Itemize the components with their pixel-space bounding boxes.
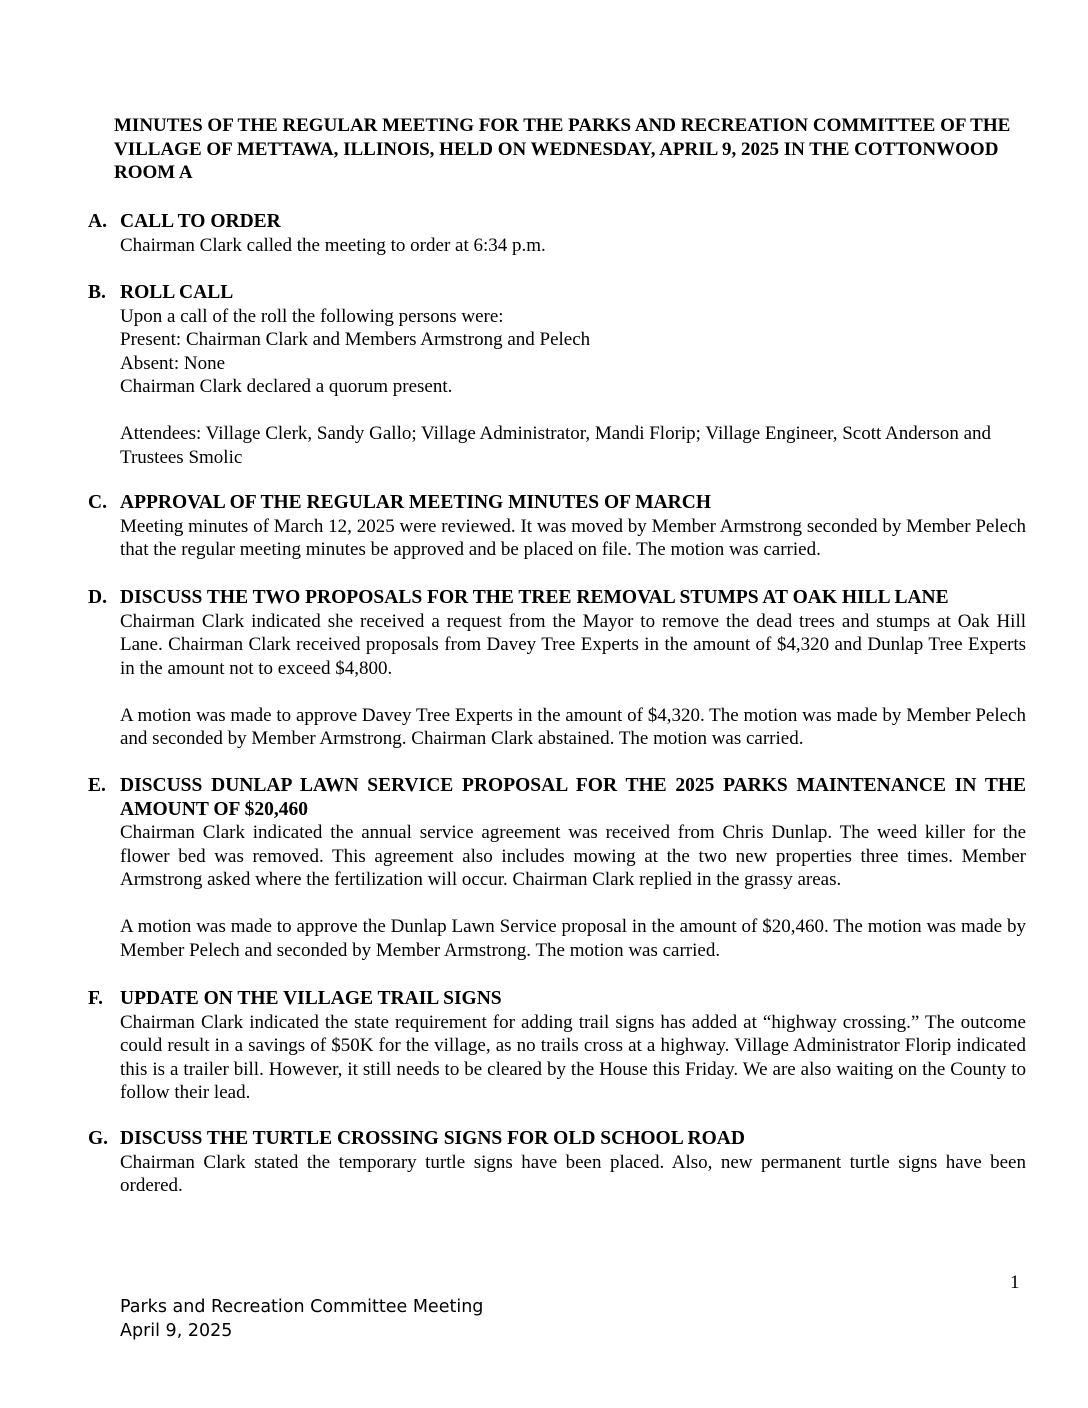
section-body <box>120 515 1026 562</box>
section-body <box>120 305 1026 470</box>
section-body <box>120 610 1026 751</box>
footer-date: April 9, 2025 <box>120 1321 233 1341</box>
paragraph: Chairman Clark indicated the annual service agreement was received from Chris Dunlap. The weed killer for the flower bed was removed. This agreement also includes mowing at the two new properties three times. Member Armstrong asked where the fertilization will occur. Chairman Clark replied in the grassy areas. <box>120 822 1026 890</box>
section-heading <box>88 491 1026 515</box>
section-title: UPDATE ON THE VILLAGE TRAIL SIGNS <box>120 988 502 1009</box>
paragraph: A motion was made to approve Davey Tree Experts in the amount of $4,320. The motion was made by Member Pelech and seconded by Member Armstrong. Chairman Clark abstained. The motion was carried. <box>120 704 1026 749</box>
text-line: Present: Chairman Clark and Members Armstrong and Pelech <box>120 329 591 350</box>
section-approval-minutes <box>88 491 1026 562</box>
section-title: DISCUSS DUNLAP LAWN SERVICE PROPOSAL FOR THE 2025 PARKS MAINTENANCE IN THE AMOUNT OF $20,460 <box>120 775 1026 820</box>
section-heading <box>88 210 1026 234</box>
paragraph: Meeting minutes of March 12, 2025 were reviewed. It was moved by Member Armstrong seconded by Member Pelech that the regular meeting minutes be approved and be placed on file. The motion was carried. <box>120 515 1026 560</box>
page-number: 1 <box>1010 1272 1020 1293</box>
section-dunlap-lawn <box>88 774 1026 962</box>
section-title: APPROVAL OF THE REGULAR MEETING MINUTES OF MARCH <box>120 492 712 513</box>
section-letter: G. <box>88 1128 109 1149</box>
section-letter: C. <box>88 492 107 513</box>
text-line: Chairman Clark declared a quorum present. <box>120 376 453 397</box>
section-heading <box>88 1127 1026 1151</box>
section-letter: D. <box>88 587 107 608</box>
section-body <box>120 821 1026 962</box>
text-line: Chairman Clark called the meeting to order at 6:34 p.m. <box>120 234 546 256</box>
paragraph: Chairman Clark stated the temporary turtle signs have been placed. Also, new permanent turtle signs have been ordered. <box>120 1151 1026 1196</box>
footer-title: Parks and Recreation Committee Meeting <box>120 1297 484 1317</box>
text-line: Upon a call of the roll the following persons were: <box>120 305 504 327</box>
section-title: CALL TO ORDER <box>120 211 281 232</box>
section-body <box>120 234 1026 258</box>
section-turtle-signs <box>88 1127 1026 1198</box>
section-heading <box>88 586 1026 610</box>
section-letter: E. <box>88 775 106 796</box>
document-title: MINUTES OF THE REGULAR MEETING FOR THE PARKS AND RECREATION COMMITTEE OF THE VILLAGE OF METTAWA, ILLINOIS, HELD ON WEDNESDAY, APRIL 9, 2025 IN THE COTTONWOOD ROOM A <box>114 115 1011 183</box>
section-letter: B. <box>88 282 106 303</box>
paragraph: Chairman Clark indicated the state requirement for adding trail signs has added at “highway crossing.” The outcome could result in a savings of $50K for the village, as no trails cross at a highway. Village Administrator Florip indicated this is a trailer bill. However, it still needs to be cleared by the House this Friday. We are also waiting on the County to follow their lead. <box>120 1011 1026 1103</box>
section-heading <box>88 281 1026 305</box>
section-title: ROLL CALL <box>120 282 234 303</box>
section-body <box>120 1151 1026 1198</box>
page-footer <box>120 1295 483 1343</box>
section-letter: F. <box>88 988 103 1009</box>
section-trail-signs <box>88 987 1026 1105</box>
section-call-to-order <box>88 210 1026 257</box>
section-tree-removal <box>88 586 1026 751</box>
section-title: DISCUSS THE TWO PROPOSALS FOR THE TREE REMOVAL STUMPS AT OAK HILL LANE <box>120 587 949 608</box>
text-line: Absent: None <box>120 352 226 374</box>
section-body <box>120 1011 1026 1105</box>
paragraph: A motion was made to approve the Dunlap Lawn Service proposal in the amount of $20,460. The motion was made by Member Pelech and seconded by Member Armstrong. The motion was carried. <box>120 916 1026 961</box>
section-letter: A. <box>88 211 107 232</box>
section-heading <box>88 774 1026 821</box>
section-roll-call <box>88 281 1026 469</box>
section-heading <box>88 987 1026 1011</box>
paragraph: Chairman Clark indicated she received a request from the Mayor to remove the dead trees and stumps at Oak Hill Lane. Chairman Clark received proposals from Davey Tree Experts in the amount of $4,320 and Dunlap Tree Experts in the amount not to exceed $4,800. <box>120 610 1026 679</box>
section-title: DISCUSS THE TURTLE CROSSING SIGNS FOR OLD SCHOOL ROAD <box>120 1128 745 1149</box>
attendees-text: Attendees: Village Clerk, Sandy Gallo; Village Administrator, Mandi Florip; Village Engineer, Scott Anderson and Trustees Smolic <box>120 423 992 468</box>
